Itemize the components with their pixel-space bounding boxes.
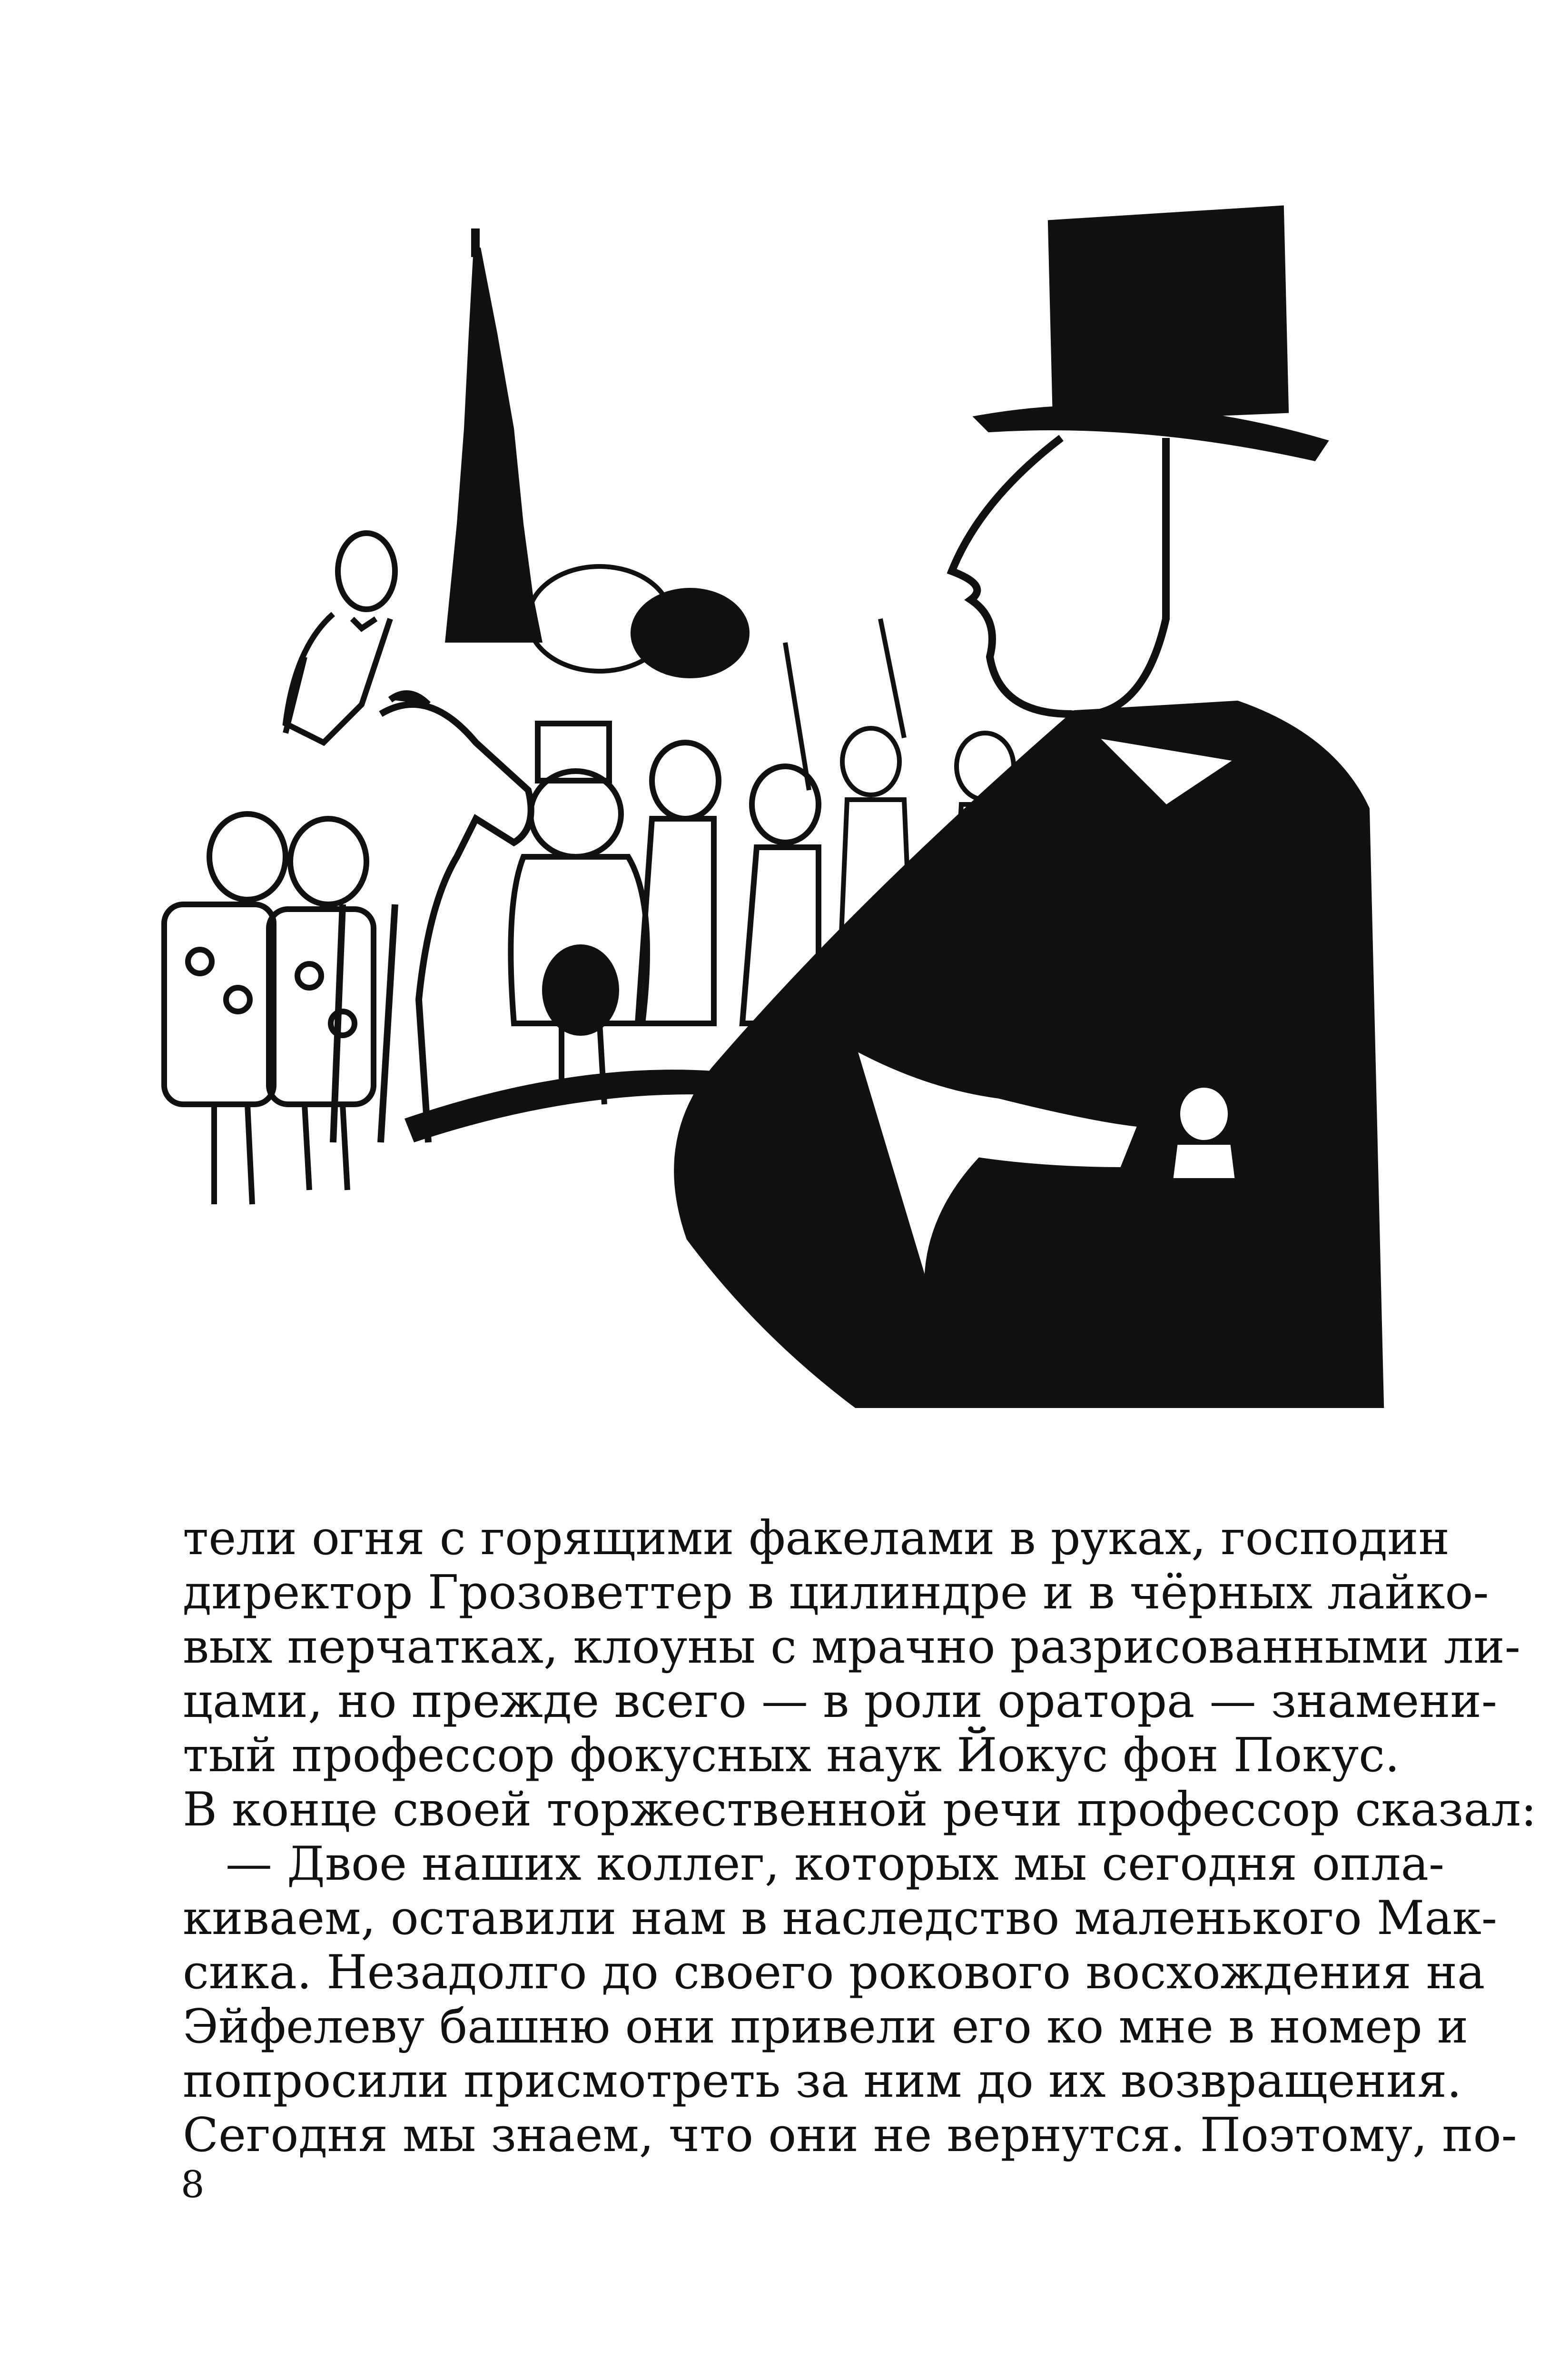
- text-line: Эйфелеву башню они привели его ко мне в номер и: [183, 2000, 1469, 2054]
- text-line: сика. Незадолго до своего рокового восхождения на: [183, 1945, 1485, 2000]
- text-line: вых перчатках, клоуны с мрачно разрисованными ли-: [183, 1620, 1520, 1674]
- body-text: [183, 1511, 1537, 2162]
- tower-drawing: [445, 228, 543, 643]
- children-drawing: [164, 814, 374, 1204]
- text-line: тый профессор фокусных наук Йокус фон Покус.: [183, 1728, 1400, 1783]
- text-line: директор Грозоветтер в цилиндре и в чёрных лайко-: [183, 1566, 1489, 1620]
- rider-drawing: [286, 533, 395, 743]
- text-line: цами, но прежде всего — в роли оратора — знамени-: [183, 1674, 1497, 1728]
- professor-drawing: [678, 209, 1380, 1404]
- director-drawing: [511, 724, 647, 1104]
- boy-drawing: [1171, 1083, 1237, 1180]
- text-line: попросили присмотреть за ним до их возвращения.: [183, 2054, 1462, 2108]
- text-line: тели огня с горящими факелами в руках, господин: [183, 1511, 1450, 1566]
- text-line: Сегодня мы знаем, что они не вернутся. Поэтому, по-: [183, 2108, 1517, 2162]
- text-line: киваем, оставили нам в наследство маленького Мак-: [183, 1891, 1497, 1945]
- horse-drawing: [333, 694, 531, 1142]
- page-number: 8: [181, 2163, 205, 2206]
- text-line: В конце своей торжественной речи профессор сказал:: [183, 1783, 1537, 1837]
- trees-drawing: [528, 566, 747, 676]
- text-line: — Двое наших коллег, которых мы сегодня опла-: [226, 1837, 1445, 1891]
